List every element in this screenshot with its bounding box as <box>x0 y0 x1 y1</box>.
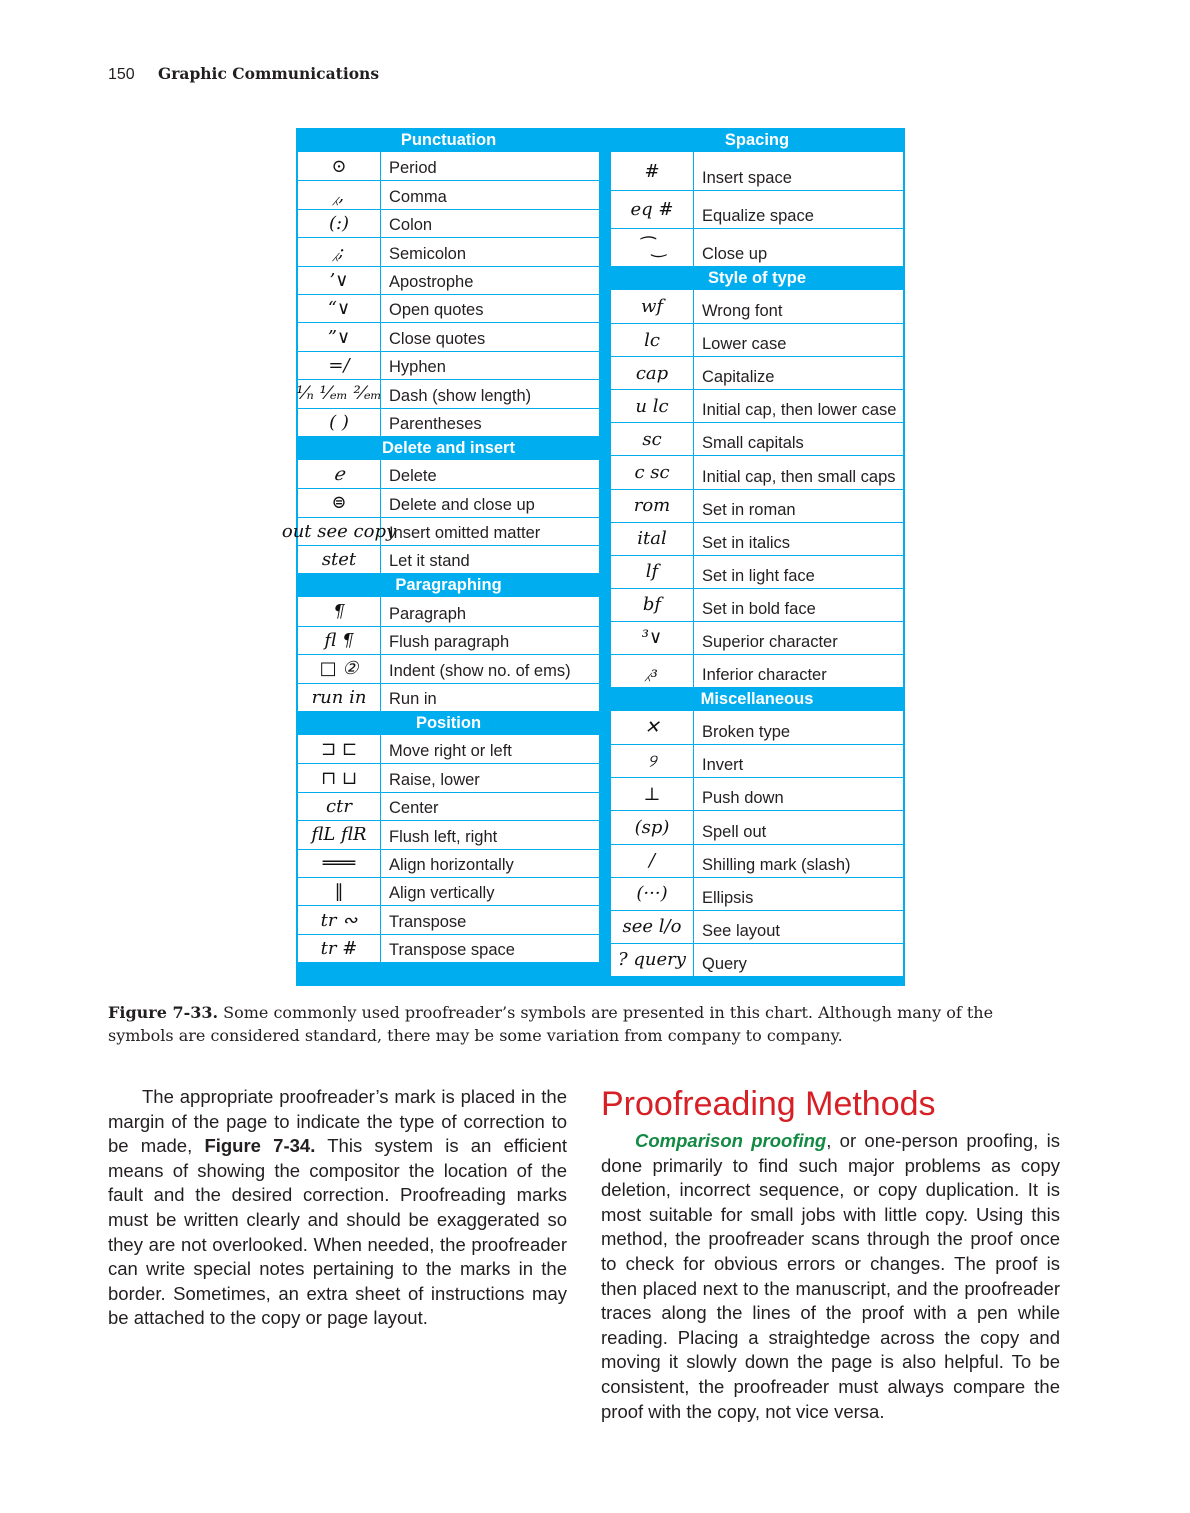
symbol-label: Invert <box>702 756 744 775</box>
symbol-label: Parentheses <box>389 414 482 433</box>
body-paragraph-left <box>108 1085 567 1331</box>
paragraph-text: The appropriate proofreader’s mark is placed in the margin of the page to indicate the type of correction to be made, <box>108 1086 567 1157</box>
symbol-row <box>611 555 903 588</box>
symbol-label: Hyphen <box>389 358 446 377</box>
apostrophe-mark-icon: ’∨ <box>298 267 381 294</box>
dash-mark-icon: ¹⁄ₙ ¹⁄ₑₘ ²⁄ₑₘ <box>298 380 381 407</box>
symbol-label: Inferior character <box>702 666 827 685</box>
symbol-label: Align vertically <box>389 884 495 903</box>
light-face-mark-icon: lf <box>611 556 694 588</box>
symbol-row <box>298 237 599 265</box>
paragraph-text: This system is an efficient means of showing the compositor the location of the fault and the desired correction. Proofreading marks must be written clearly and should be exaggerated so they are not overlooked. When needed, the proofreader can write special notes pertaining to the marks in the border. Sometimes, an extra sheet of instructions may be attached to the copy or page layout. <box>108 1135 568 1329</box>
symbol-label: Ellipsis <box>702 888 754 907</box>
roman-mark-icon: rom <box>611 490 694 522</box>
open-quotes-mark-icon: “∨ <box>298 295 381 322</box>
broken-type-mark-icon: ✕ <box>611 711 694 744</box>
symbol-row <box>298 408 599 436</box>
symbol-row <box>611 744 903 777</box>
capitalize-mark-icon: cap <box>611 357 694 389</box>
symbol-label: Insert omitted matter <box>389 524 541 543</box>
symbol-label: Capitalize <box>702 368 775 387</box>
symbol-row <box>281 517 599 545</box>
symbol-row <box>611 777 903 810</box>
symbol-label: Query <box>702 954 747 973</box>
symbol-label: Small capitals <box>702 434 804 453</box>
symbol-row <box>611 588 903 621</box>
symbol-row <box>611 290 903 323</box>
symbol-row <box>298 545 599 573</box>
symbol-group <box>611 711 903 976</box>
key-term: Comparison proofing <box>635 1130 827 1151</box>
section-header: Punctuation <box>298 128 599 152</box>
symbol-label: Set in roman <box>702 500 796 519</box>
symbol-label: Spell out <box>702 822 767 841</box>
raise-lower-mark-icon: ⊓ ⊔ <box>298 764 381 791</box>
symbol-group <box>611 152 903 266</box>
section-heading: Proofreading Methods <box>601 1085 936 1123</box>
initial-cap-small-caps-mark-icon: c sc <box>611 456 694 488</box>
chart-right-column <box>611 128 903 984</box>
move-right-left-mark-icon: ⊐ ⊏ <box>298 735 381 763</box>
symbol-row <box>298 763 599 791</box>
delete-mark-icon: ℯ <box>298 460 381 488</box>
body-paragraph-right <box>601 1129 1060 1424</box>
close-up-mark-icon: ⁀‿ <box>611 229 694 266</box>
symbol-row <box>298 460 599 488</box>
delete-close-up-mark-icon: ⊜ <box>298 489 381 516</box>
symbol-label: Move right or left <box>389 742 512 761</box>
symbol-label: Insert space <box>702 169 792 187</box>
symbol-row <box>611 522 903 555</box>
symbol-row <box>611 711 903 744</box>
figure-reference: Figure 7-34. <box>204 1135 316 1157</box>
bold-face-mark-icon: bf <box>611 589 694 621</box>
symbol-label: Align horizontally <box>389 855 514 874</box>
insert-space-mark-icon: # <box>611 152 694 190</box>
symbol-group <box>298 152 599 436</box>
symbol-label: Transpose <box>389 912 467 931</box>
initial-cap-lower-mark-icon: u lc <box>611 390 694 422</box>
symbol-row <box>611 228 903 266</box>
symbol-label: Let it stand <box>389 552 470 571</box>
symbol-label: Flush left, right <box>389 827 498 846</box>
symbol-label: Broken type <box>702 723 791 742</box>
symbol-label: Close quotes <box>389 329 486 348</box>
symbol-label: Indent (show no. of ems) <box>389 661 571 680</box>
symbol-label: Colon <box>389 216 433 235</box>
section-header: Paragraphing <box>298 573 599 597</box>
section-header: Miscellaneous <box>611 687 903 711</box>
symbol-label: Comma <box>389 187 447 206</box>
body-column-right <box>601 1083 1060 1424</box>
section-header: Style of type <box>611 266 903 290</box>
symbol-label: Apostrophe <box>389 272 474 291</box>
push-down-mark-icon: ⊥ <box>611 778 694 810</box>
symbol-group <box>298 735 599 962</box>
query-mark-icon: ? query <box>611 944 694 976</box>
symbol-label: Flush paragraph <box>389 633 510 652</box>
align-horizontally-mark-icon: ═══ <box>298 850 381 877</box>
symbol-group <box>611 290 903 687</box>
figure-caption <box>108 1001 1028 1047</box>
symbol-row <box>611 943 903 976</box>
symbol-label: Wrong font <box>702 302 783 321</box>
symbol-row <box>298 152 599 180</box>
run-in-mark-icon: run in <box>298 684 381 711</box>
book-title: Graphic Communications <box>158 64 380 83</box>
symbol-row <box>298 654 599 682</box>
symbol-row <box>298 488 599 516</box>
symbol-row <box>298 820 599 848</box>
flush-left-right-mark-icon: flL flR <box>298 821 381 848</box>
ellipsis-mark-icon: (···) <box>611 878 694 910</box>
symbol-label: Period <box>389 159 437 178</box>
invert-mark-icon: ୨ <box>611 745 694 777</box>
close-quotes-mark-icon: ”∨ <box>298 323 381 350</box>
symbol-row <box>611 844 903 877</box>
symbol-label: Initial cap, then small caps <box>702 467 896 486</box>
page-number: 150 <box>108 66 135 83</box>
symbol-label: Push down <box>702 789 784 808</box>
symbol-row <box>611 455 903 488</box>
wrong-font-mark-icon: wf <box>611 290 694 323</box>
symbol-row <box>298 626 599 654</box>
symbol-label: Equalize space <box>702 207 814 225</box>
symbol-label: Transpose space <box>389 941 515 960</box>
see-layout-mark-icon: see l/o <box>611 911 694 943</box>
symbol-row <box>611 323 903 356</box>
symbol-label: Center <box>389 799 439 818</box>
symbol-row <box>298 597 599 625</box>
paragraph-text: , or one-person proofing, is done primarily to find such major problems as copy deletion, incorrect sequence, or copy duplication. It is most suitable for small jobs with little copy. Using this method, the proofreader scans through the proof once to check for obvious errors or changes. The proof is then placed next to the manuscript, and the proofreader traces along the lines of the proof with a pen while reading. Placing a straightedge across the copy and moving it slowly down the page is also helpful. To be consistent, the proofreader must always compare the proof with the copy, not vice versa. <box>601 1130 1060 1422</box>
slash-mark-icon: / <box>611 845 694 877</box>
figure-label: Figure 7-33. <box>108 1003 219 1022</box>
semicolon-mark-icon: ⁁; <box>298 238 381 265</box>
symbol-row <box>611 422 903 455</box>
symbol-row <box>611 877 903 910</box>
symbol-row <box>298 735 599 763</box>
insert-omitted-mark-icon: out see copy <box>298 518 381 545</box>
symbol-row <box>298 322 599 350</box>
symbol-row <box>298 180 599 208</box>
symbol-row <box>298 379 599 407</box>
symbol-label: Set in bold face <box>702 599 816 618</box>
symbol-row <box>298 266 599 294</box>
symbol-label: Delete <box>389 467 437 486</box>
symbol-label: Set in light face <box>702 566 815 585</box>
symbol-label: Initial cap, then lower case <box>702 401 897 420</box>
symbol-row <box>298 792 599 820</box>
symbol-label: Superior character <box>702 633 838 652</box>
symbol-label: Run in <box>389 690 437 709</box>
symbol-label: Delete and close up <box>389 495 535 514</box>
symbol-label: Lower case <box>702 335 787 354</box>
symbol-row <box>298 209 599 237</box>
symbol-row <box>611 356 903 389</box>
flush-paragraph-mark-icon: fl ¶ <box>298 627 381 654</box>
symbol-row <box>298 849 599 877</box>
center-mark-icon: ctr <box>298 793 381 820</box>
symbol-row <box>298 934 599 962</box>
symbol-row <box>611 621 903 654</box>
period-mark-icon: ⊙ <box>298 152 381 180</box>
symbol-row <box>611 654 903 687</box>
running-head <box>108 64 379 84</box>
transpose-mark-icon: tr ∾ <box>298 906 381 933</box>
hyphen-mark-icon: =/ <box>298 352 381 379</box>
chart-left-column <box>281 128 599 984</box>
symbol-row <box>611 190 903 228</box>
inferior-character-mark-icon: ⁁₃ <box>611 655 694 687</box>
symbol-row <box>611 489 903 522</box>
paragraph-mark-icon: ¶ <box>298 597 381 625</box>
symbol-row <box>611 910 903 943</box>
italics-mark-icon: ital <box>611 523 694 555</box>
symbol-row <box>298 905 599 933</box>
section-header: Delete and insert <box>298 436 599 460</box>
equalize-space-mark-icon: eq # <box>611 191 694 228</box>
superior-character-mark-icon: ³∨ <box>611 622 694 654</box>
symbol-label: Semicolon <box>389 244 467 263</box>
symbol-group <box>281 460 599 574</box>
symbol-label: Dash (show length) <box>389 386 532 405</box>
symbol-label: Raise, lower <box>389 770 480 789</box>
symbol-row <box>298 294 599 322</box>
symbol-label: Set in italics <box>702 533 791 552</box>
align-vertically-mark-icon: ‖ <box>298 878 381 905</box>
symbol-row <box>298 877 599 905</box>
parentheses-mark-icon: ( ) <box>298 409 381 436</box>
proofreader-symbols-chart <box>281 128 905 986</box>
spell-out-mark-icon: (sp) <box>611 811 694 843</box>
symbol-label: See layout <box>702 921 780 940</box>
small-capitals-mark-icon: sc <box>611 423 694 455</box>
caption-text: Some commonly used proofreader’s symbols are presented in this chart. Although many of the symbols are considered standard, there may be some variation from company to company. <box>108 1003 994 1045</box>
colon-mark-icon: (:) <box>298 210 381 237</box>
symbol-row <box>611 389 903 422</box>
lower-case-mark-icon: lc <box>611 324 694 356</box>
symbol-label: Shilling mark (slash) <box>702 855 851 874</box>
indent-mark-icon: □ ② <box>298 655 381 682</box>
symbol-row <box>298 683 599 711</box>
section-header: Position <box>298 711 599 735</box>
symbol-row <box>298 351 599 379</box>
symbol-label: Close up <box>702 245 768 263</box>
symbol-label: Paragraph <box>389 604 467 623</box>
section-header: Spacing <box>611 128 903 152</box>
let-it-stand-mark-icon: stet <box>298 546 381 573</box>
symbol-row <box>611 152 903 190</box>
transpose-space-mark-icon: tr # <box>298 935 381 962</box>
symbol-group <box>298 597 599 711</box>
symbol-row <box>611 810 903 843</box>
symbol-label: Open quotes <box>389 301 484 320</box>
comma-mark-icon: ⁁, <box>298 181 381 208</box>
